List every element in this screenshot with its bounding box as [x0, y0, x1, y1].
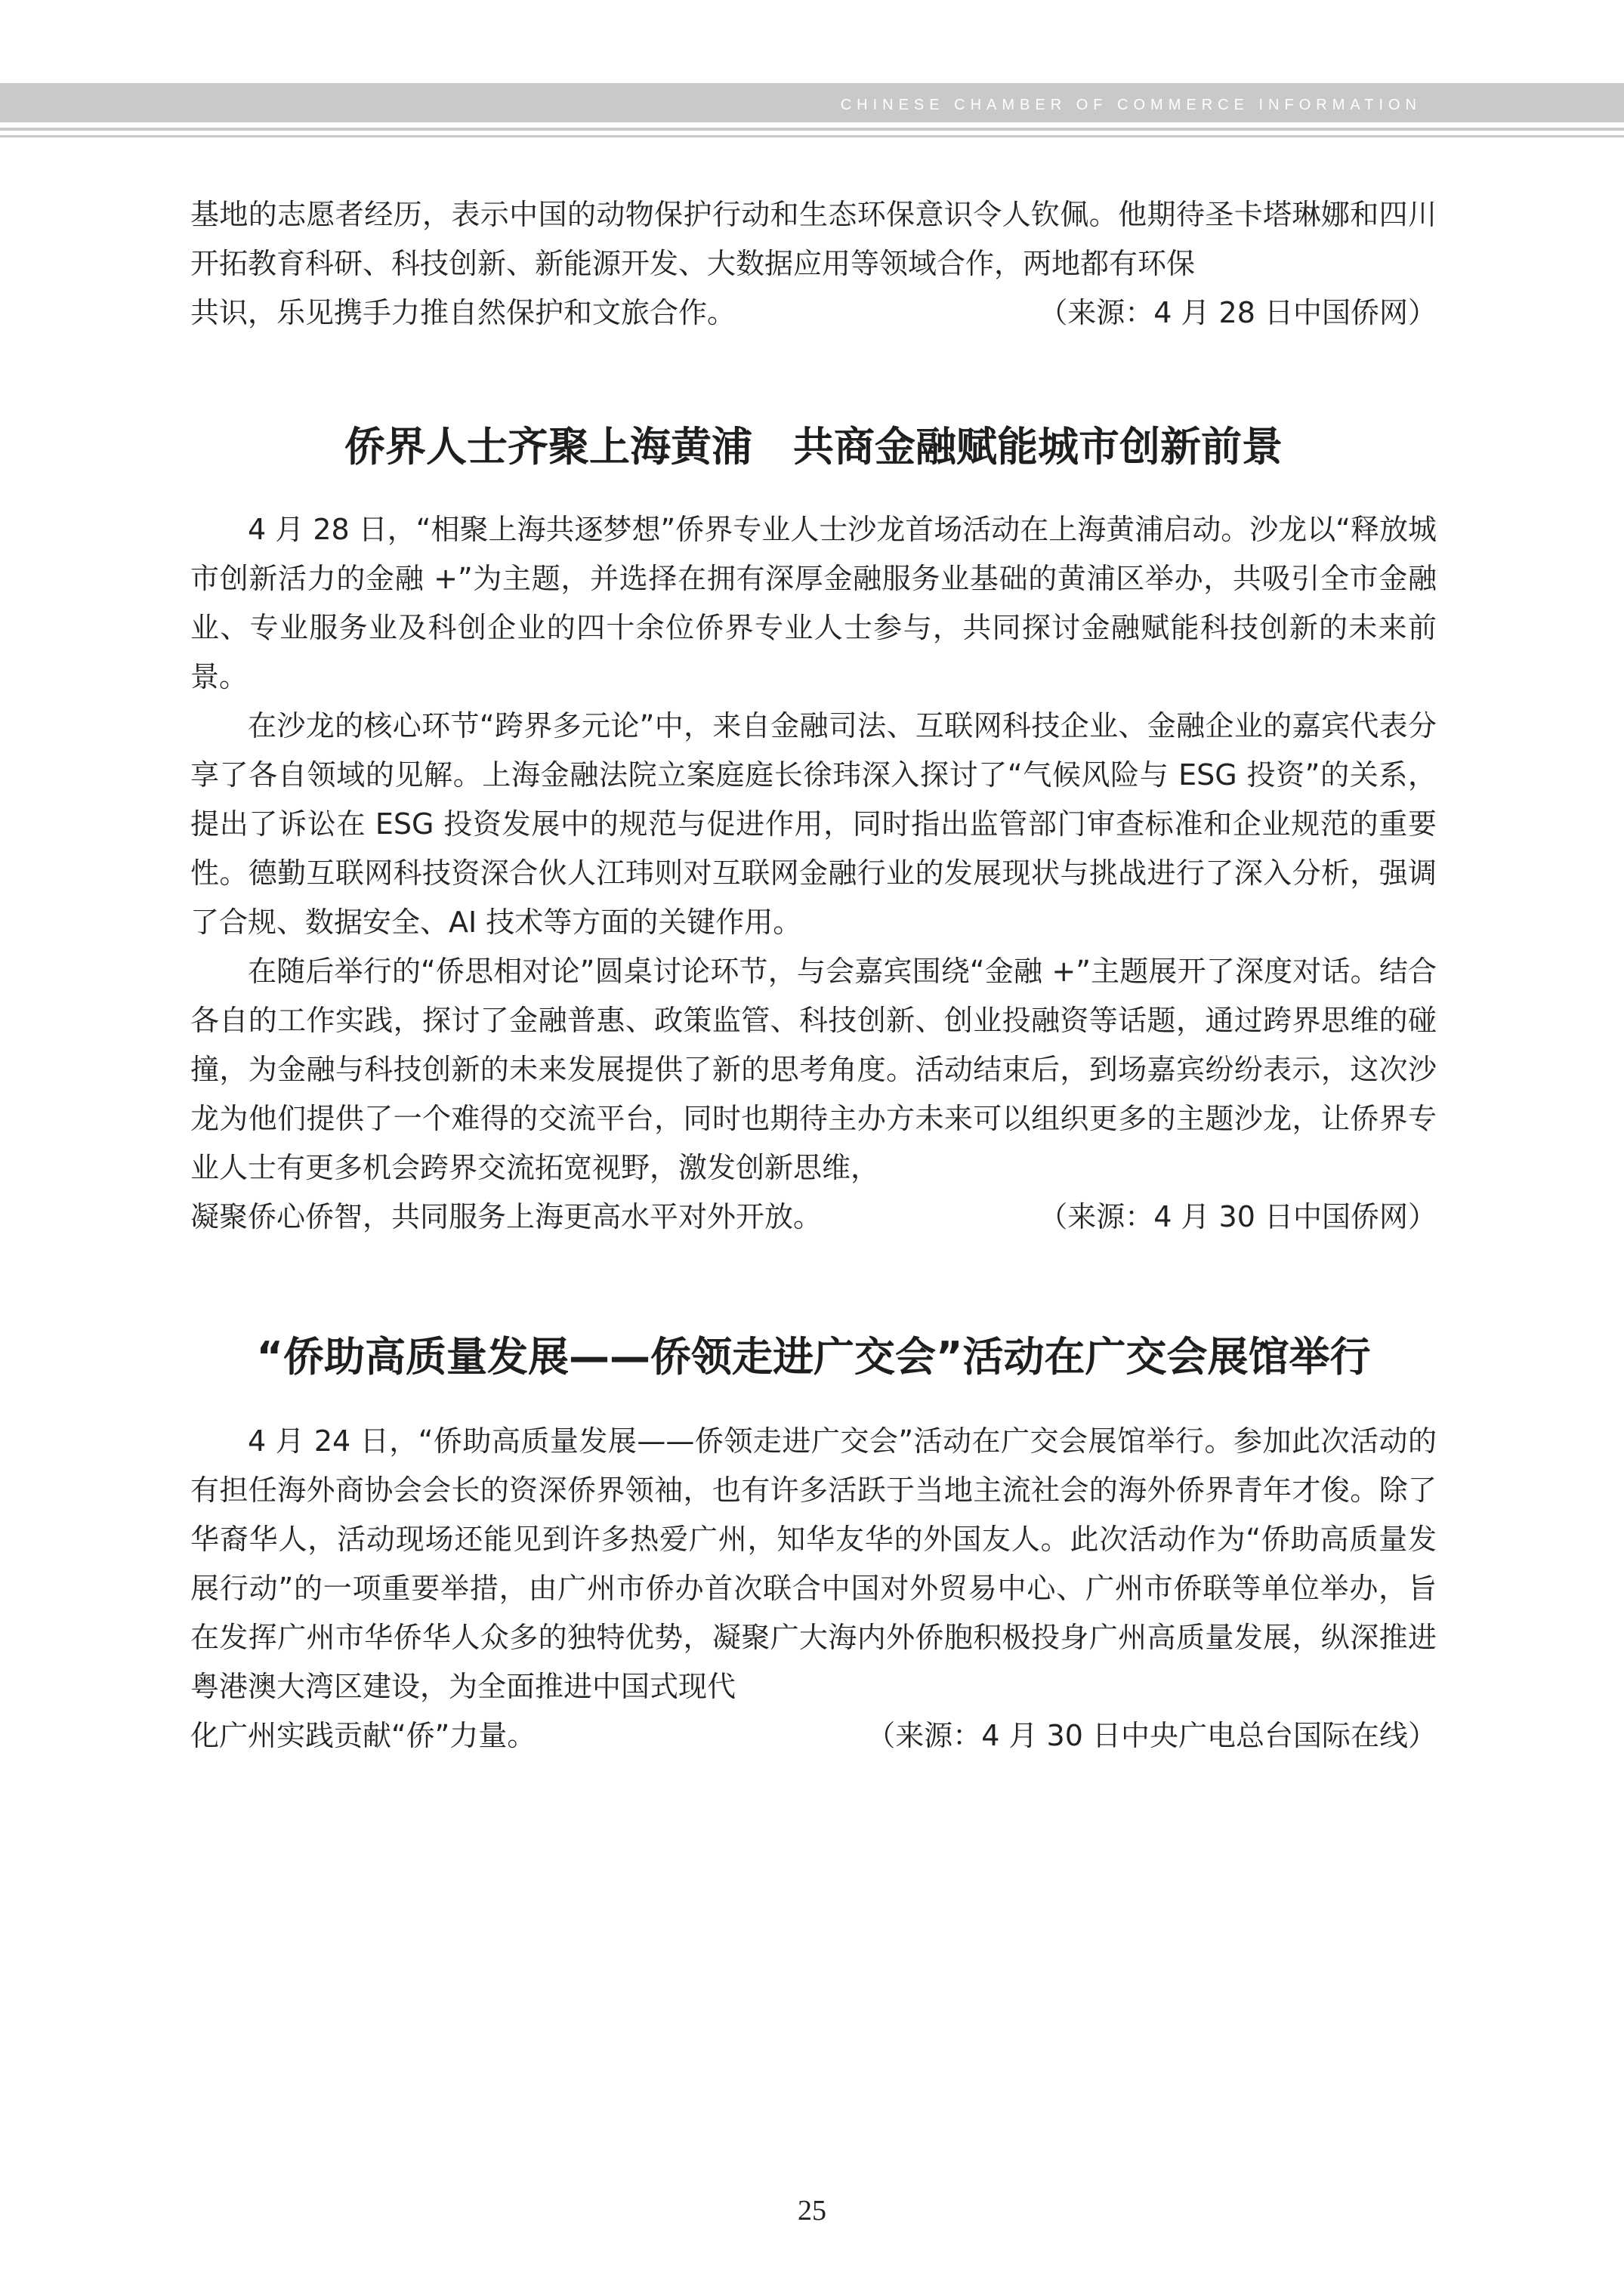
header-divider-bottom	[0, 135, 1624, 137]
paragraph: 在沙龙的核心环节“跨界多元论”中，来自金融司法、互联网科技企业、金融企业的嘉宾代表分享了各自领域的见解。上海金融法院立案庭庭长徐玮深入探讨了“气候风险与 ESG 投资”的关系，提出了诉讼在 ESG 投资发展中的规范与促进作用，同时指出监管部门审查标准和企业规范的重要性。德勤互联网科技资深合伙人江玮则对互联网金融行业的发展现状与挑战进行了深入分析，强调了合规、数据安全、AI 技术等方面的关键作用。	[190, 709, 1437, 939]
article-continued	[190, 190, 1437, 338]
source-citation: （来源：4 月 30 日中央广电总台国际在线）	[866, 1719, 1437, 1752]
paragraph: 基地的志愿者经历，表示中国的动物保护行动和生态环保意识令人钦佩。他期待圣卡塔琳娜和四川开拓教育科研、科技创新、新能源开发、大数据应用等领域合作，两地都有环保	[190, 198, 1437, 280]
page-number: 25	[798, 2195, 826, 2227]
article-shanghai-salon	[190, 422, 1437, 1242]
paragraph-last-line: 化广州实践贡献“侨”力量。	[190, 1719, 536, 1752]
paragraph: 4 月 28 日，“相聚上海共逐梦想”侨界专业人士沙龙首场活动在上海黄浦启动。沙龙以“释放城市创新活力的金融 +”为主题，并选择在拥有深厚金融服务业基础的黄浦区举办，共吸引全市金融业、专业服务业及科创企业的四十余位侨界专业人士参与，共同探讨金融赋能科技创新的未来前景。	[190, 513, 1437, 693]
source-citation: （来源：4 月 30 日中国侨网）	[1039, 1200, 1437, 1233]
publication-label: CHINESE CHAMBER OF COMMERCE INFORMATION	[840, 97, 1422, 113]
paragraph: 在随后举行的“侨思相对论”圆桌讨论环节，与会嘉宾围绕“金融 +”主题展开了深度对话。结合各自的工作实践，探讨了金融普惠、政策监管、科技创新、创业投融资等话题，通过跨界思维的碰撞，为金融与科技创新的未来发展提供了新的思考角度。活动结束后，到场嘉宾纷纷表示，这次沙龙为他们提供了一个难得的交流平台，同时也期待主办方未来可以组织更多的主题沙龙，让侨界专业人士有更多机会跨界交流拓宽视野，激发创新思维，	[190, 955, 1437, 1184]
paragraph-last-line: 凝聚侨心侨智，共同服务上海更高水平对外开放。	[190, 1200, 823, 1233]
page-content	[190, 190, 1437, 1761]
source-citation: （来源：4 月 28 日中国侨网）	[1039, 296, 1437, 329]
article-title: “侨助高质量发展——侨领走进广交会”活动在广交会展馆举行	[256, 1333, 1371, 1381]
article-title: 侨界人士齐聚上海黄浦 共商金融赋能城市创新前景	[344, 423, 1283, 471]
paragraph: 4 月 24 日，“侨助高质量发展——侨领走进广交会”活动在广交会展馆举行。参加此次活动的有担任海外商协会会长的资深侨界领袖，也有许多活跃于当地主流社会的海外侨界青年才俊。除了华裔华人，活动现场还能见到许多热爱广州，知华友华的外国友人。此次活动作为“侨助高质量发展行动”的一项重要举措，由广州市侨办首次联合中国对外贸易中心、广州市侨联等单位举办，旨在发挥广州市华侨华人众多的独特优势，凝聚广大海内外侨胞积极投身广州高质量发展，纵深推进粤港澳大湾区建设，为全面推进中国式现代	[190, 1424, 1437, 1703]
paragraph-end-row	[190, 1711, 1437, 1761]
header-band	[0, 83, 1624, 122]
paragraph-last-line: 共识，乐见携手力推自然保护和文旅合作。	[190, 296, 736, 329]
paragraph-end-row	[190, 289, 1437, 338]
article-canton-fair	[190, 1332, 1437, 1761]
paragraph-end-row	[190, 1193, 1437, 1242]
header-divider-top	[0, 128, 1624, 131]
